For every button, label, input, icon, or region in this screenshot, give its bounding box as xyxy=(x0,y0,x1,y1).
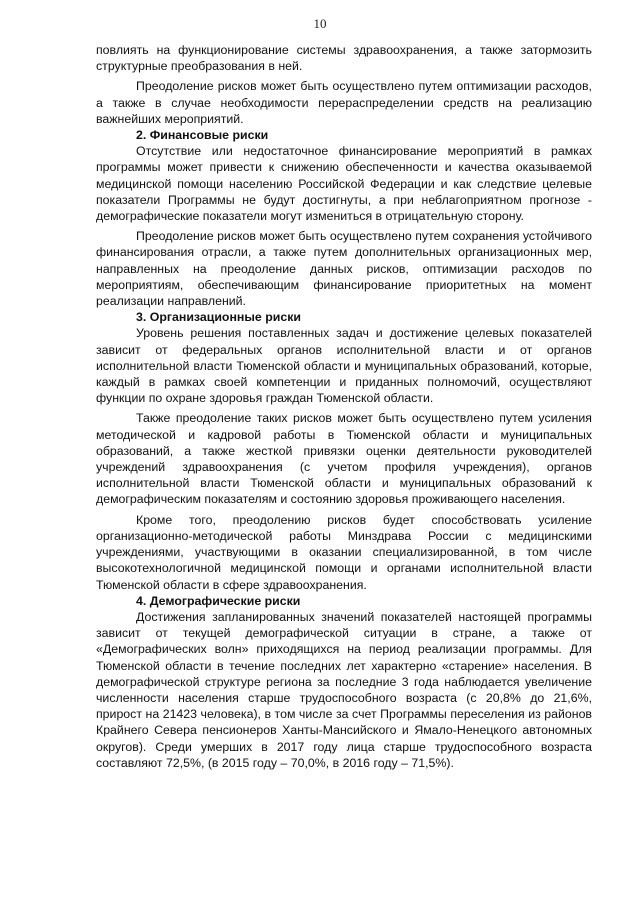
paragraph-organizational-risks-2: Также преодоление таких рисков может быть осуществлено путем усиления методической и кадровой работы в Тюменской области и муниципальных образований, а также жесткой привязки оценки деятельности руководителей учреждений здравоохранения (с учетом профиля учреждения), органов исполнительной власти Тюменской области и муниципальных образований к демографическим показателям и состоянию здоровья проживающего населения. xyxy=(96,411,592,507)
document-body xyxy=(96,42,592,771)
paragraph-organizational-risks-1: Уровень решения поставленных задач и достижение целевых показателей зависит от федеральных органов исполнительной власти и от органов исполнительной власти Тюменской области и муниципальных образований, которые, каждый в рамках своей компетенции и приданных полномочий, осуществляют функции по охране здоровья граждан Тюменской области. xyxy=(96,326,592,406)
paragraph-financial-risks-1: Отсутствие или недостаточное финансирование мероприятий в рамках программы может привести к снижению обеспеченности и качества оказываемой медицинской помощи населению Российской Федерации и как следствие целевые показатели Программы не будут достигнуты, а при неблагоприятном прогнозе - демографические показатели могут измениться в отрицательную сторону. xyxy=(96,144,592,224)
paragraph-organizational-risks-3: Кроме того, преодолению рисков будет способствовать усиление организационно-методической работы Минздрава России с медицинскими учреждениями, участвующими в оказании специализированной, в том числе высокотехнологичной медицинской помощи и органами исполнительной власти Тюменской области в сфере здравоохранения. xyxy=(96,512,592,592)
paragraph-continuation: повлиять на функционирование системы здравоохранения, а также затормозить структурные преобразования в ней. xyxy=(96,43,592,74)
paragraph-demographic-risks-1: Достижения запланированных значений показателей настоящей программы зависит от текущей демографической ситуации в стране, а также от «Демографических волн» приходящихся на период реализации программы. Для Тюменской области в течение последних лет характерно «старение» населения. В демографической структуре региона за последние 3 года наблюдается увеличение численности населения старше трудоспособного возраста (с 20,8% до 21,6%, прирост на 21423 человека), в том числе за счет Программы переселения из районов Крайнего Севера пенсионеров Ханты-Мансийского и Ямало-Ненецкого автономных округов). Среди умерших в 2017 году лица старше трудоспособного возраста составляют 72,5%, (в 2015 году – 70,0%, в 2016 году – 71,5%). xyxy=(96,609,592,770)
page-number: 10 xyxy=(313,16,327,31)
section-heading-financial-risks: 2. Финансовые риски xyxy=(136,128,269,143)
section-heading-organizational-risks: 3. Организационные риски xyxy=(136,310,301,325)
paragraph-financial-risks-2: Преодоление рисков может быть осуществлено путем сохранения устойчивого финансирования отрасли, а также путем дополнительных организационных мер, направленных на преодоление данных рисков, оптимизации расходов по мероприятиям, обеспечивающим финансирование приоритетных на момент реализации направлений. xyxy=(96,229,593,309)
section-heading-demographic-risks: 4. Демографические риски xyxy=(136,593,301,608)
paragraph-risk-mitigation: Преодоление рисков может быть осуществлено путем оптимизации расходов, а также в случае необходимости перераспределении средств на реализацию важнейших мероприятий. xyxy=(96,79,592,126)
